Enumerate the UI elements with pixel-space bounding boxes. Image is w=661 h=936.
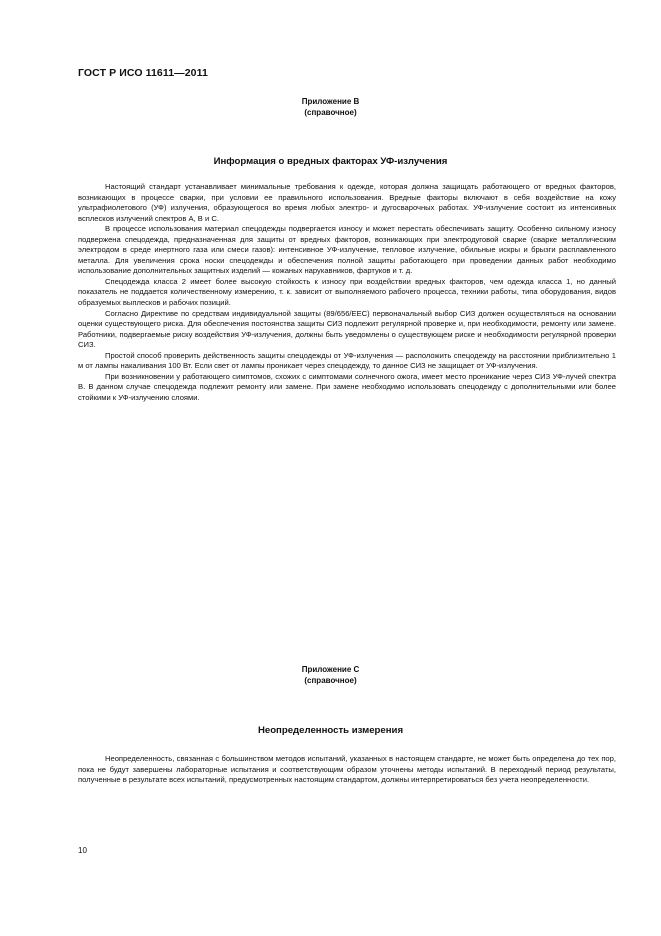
paragraph: Простой способ проверить действенность защиты спецодежды от УФ-излучения — расположить спецодежду на расстоянии приблизительно 1 м от лампы накаливания 100 Вт. Если свет от лампы проникает через спецодежду, то данное СИЗ не защищает от УФ-излучения.: [78, 350, 616, 371]
paragraph: Неопределенность, связанная с большинством методов испытаний, указанных в настоящем стандарте, не может быть определена до тех пор, пока не будут завершены лабораторные испытания и соответствующим образом уточнены методы испытаний. В переходный период результаты, полученные в результате всех испытаний, предусмотренных настоящим стандартом, должны интерпретироваться без учета неопределенности.: [78, 754, 616, 785]
paragraph: Настоящий стандарт устанавливает минимальные требования к одежде, которая должна защищать работающего от вредных факторов, возникающих в процессе сварки, при условии ее правильного использования. Вредные факторы включают в себя воздействие на кожу ультрафиолетового (УФ) излучения, образующегося во время любых электро- и дугосварочных работах. УФ-излучение состоит из интенсивных всплесков излучений спектров A, B и C.: [78, 182, 616, 223]
standard-code-header: ГОСТ Р ИСО 11611—2011: [78, 67, 208, 79]
appendix-c-label: Приложение C: [301, 665, 360, 674]
appendix-b-title: Информация о вредных факторах УФ-излучения: [213, 156, 448, 167]
paragraph: Согласно Директиве по средствам индивидуальной защиты (89/656/ЕЕС) первоначальный выбор СИЗ должен осуществляться на основании оценки существующего риска. Для обеспечения постоянства защиты СИЗ подлежит регулярной проверке и, при необходимости, ремонту или замене. Работники, подвергаемые риску воздействия УФ-излучения, должны быть уведомлены о существующем риске и необходимости регулярной проверки СИЗ.: [78, 308, 616, 350]
paragraph: Спецодежда класса 2 имеет более высокую стойкость к износу при воздействии вредных факторов, чем одежда класса 1, но данный показатель не поддается количественному измерению, т. к. зависит от выполняемого рабочего процесса, техники работы, типа оборудования, видов образуемых выплесков и рабочих позиций.: [78, 276, 616, 308]
appendix-b-heading: [0, 96, 661, 118]
paragraph: При возникновении у работающего симптомов, схожих с симптомами солнечного ожога, имеет место проникание через СИЗ УФ-лучей спектра B. В данном случае спецодежда подлежит ремонту или замене. При замене необходимо использовать спецодежду с дополнительными или более стойкими к УФ-излучению слоями.: [78, 371, 616, 402]
appendix-c-body: [78, 754, 616, 786]
page-number: 10: [78, 846, 87, 855]
appendix-b-body: [78, 182, 616, 403]
appendix-b-label: Приложение B: [301, 97, 360, 106]
appendix-c-heading: [0, 664, 661, 686]
appendix-c-type: (справочное): [304, 676, 357, 685]
paragraph: В процессе использования материал спецодежды подвергается износу и может перестать обеспечивать защиту. Особенно сильному износу подвержена спецодежда, предназначенная для защиты от вредных факторов, возникающих при электродуговой сварке (сварке металлическим электродом в среде инертного газа или смеси газов): интенсивное УФ-излучение, тепловое излучение, обильные искры и брызги расплавленного металла. Для увеличения срока носки спецодежды и обеспечения полной защиты работающего при проведении данных работ необходимо использование дополнительных защитных изделий — кожаных нарукавников, фартуков и т. д.: [78, 224, 616, 276]
appendix-b-type: (справочное): [304, 108, 357, 117]
appendix-c-title: Неопределенность измерения: [257, 725, 404, 736]
